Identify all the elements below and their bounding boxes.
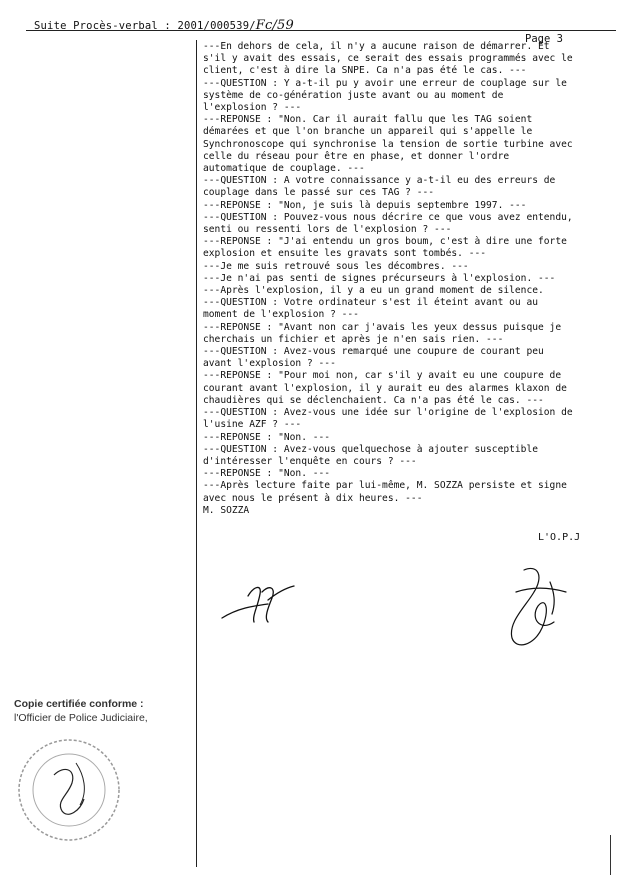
statement-line: ---REPONSE : "J'ai entendu un gros boum, c'est à dire une forte xyxy=(203,236,567,248)
statement-line: système de co-génération juste avant ou au moment de xyxy=(203,89,504,101)
statement-line: d'intéresser l'enquête en cours ? --- xyxy=(203,455,417,467)
statement-body xyxy=(203,41,613,517)
statement-line: avant l'explosion ? --- xyxy=(203,358,336,370)
statement-line: ---QUESTION : Avez-vous remarqué une coupure de courant peu xyxy=(203,346,544,358)
statement-line: M. SOZZA xyxy=(203,504,250,516)
statement-line: l'explosion ? --- xyxy=(203,102,302,114)
page-number: Page 3 xyxy=(525,33,563,45)
handwritten-annotation: Fc/59 xyxy=(255,18,294,33)
statement-line: ---QUESTION : Pouvez-vous nous décrire ce que vous avez entendu, xyxy=(203,211,573,223)
statement-line: explosion et ensuite les gravats sont tombés. --- xyxy=(203,248,487,260)
statement-line: Synchronoscope qui synchronise la tension de sortie turbine avec xyxy=(203,138,573,150)
statement-line: ---Après l'explosion, il y a eu un grand moment de silence. xyxy=(203,285,544,297)
statement-line: ---QUESTION : Avez-vous une idée sur l'origine de l'explosion de xyxy=(203,407,573,419)
opj-label: L'O.P.J xyxy=(538,532,581,543)
statement-line: cherchais un fichier et après je n'en sais rien. --- xyxy=(203,333,504,345)
statement-line: automatique de couplage. --- xyxy=(203,163,365,175)
document-reference xyxy=(34,18,294,33)
statement-line: ---REPONSE : "Non. --- xyxy=(203,468,331,480)
statement-line: ---REPONSE : "Non, je suis là depuis septembre 1997. --- xyxy=(203,199,527,211)
statement-line: ---QUESTION : Y a-t-il pu y avoir une erreur de couplage sur le xyxy=(203,77,567,89)
witness-signature xyxy=(218,578,298,628)
statement-line: senti ou ressenti lors de l'explosion ? --- xyxy=(203,224,452,236)
statement-line: ---REPONSE : "Avant non car j'avais les yeux dessus puisque je xyxy=(203,321,562,333)
statement-line: moment de l'explosion ? --- xyxy=(203,309,359,321)
statement-line: ---REPONSE : "Pour moi non, car s'il y avait eu une coupure de xyxy=(203,370,562,382)
statement-line: ---QUESTION : Avez-vous quelquechose à ajouter susceptible xyxy=(203,443,539,455)
statement-line: ---En dehors de cela, il n'y a aucune raison de démarrer. Et xyxy=(203,41,550,52)
statement-line: ---REPONSE : "Non. --- xyxy=(203,431,331,443)
certified-copy-label: Copie certifiée conforme : xyxy=(14,698,144,710)
official-seal xyxy=(14,735,124,845)
statement-line: courant avant l'explosion, il y aurait eu des alarmes klaxon de xyxy=(203,382,567,394)
statement-line: ---REPONSE : "Non. Car il aurait fallu que les TAG soient xyxy=(203,114,533,126)
margin-rule xyxy=(196,40,197,867)
right-edge-mark xyxy=(610,835,611,875)
reference-text: Suite Procès-verbal : 2001/000539/ xyxy=(34,20,256,32)
statement-line: client, c'est à dire la SNPE. Ca n'a pas été le cas. --- xyxy=(203,65,527,77)
statement-line: s'il y avait des essais, ce serait des essais programmés avec le xyxy=(203,53,573,65)
statement-line: chaudières qui se déclenchaient. Ca n'a pas été le cas. --- xyxy=(203,394,544,406)
statement-line: ---QUESTION : Votre ordinateur s'est il éteint avant ou au xyxy=(203,297,539,309)
statement-line: l'usine AZF ? --- xyxy=(203,419,302,431)
officer-label: l'Officier de Police Judiciaire, xyxy=(14,712,148,724)
statement-line: ---Je n'ai pas senti de signes précurseurs à l'explosion. --- xyxy=(203,272,556,284)
statement-line: celle du réseau pour être en phase, et donner l'ordre xyxy=(203,150,510,162)
statement-line: ---Après lecture faite par lui-même, M. SOZZA persiste et signe xyxy=(203,480,567,492)
statement-line: ---QUESTION : A votre connaissance y a-t-il eu des erreurs de xyxy=(203,175,556,187)
statement-line: couplage dans le passé sur ces TAG ? --- xyxy=(203,187,435,199)
opj-signature xyxy=(494,562,574,654)
statement-line: ---Je me suis retrouvé sous les décombres. --- xyxy=(203,260,469,272)
statement-line: démarées et que l'on branche un appareil qui s'appelle le xyxy=(203,126,533,138)
statement-line: avec nous le présent à dix heures. --- xyxy=(203,492,423,504)
